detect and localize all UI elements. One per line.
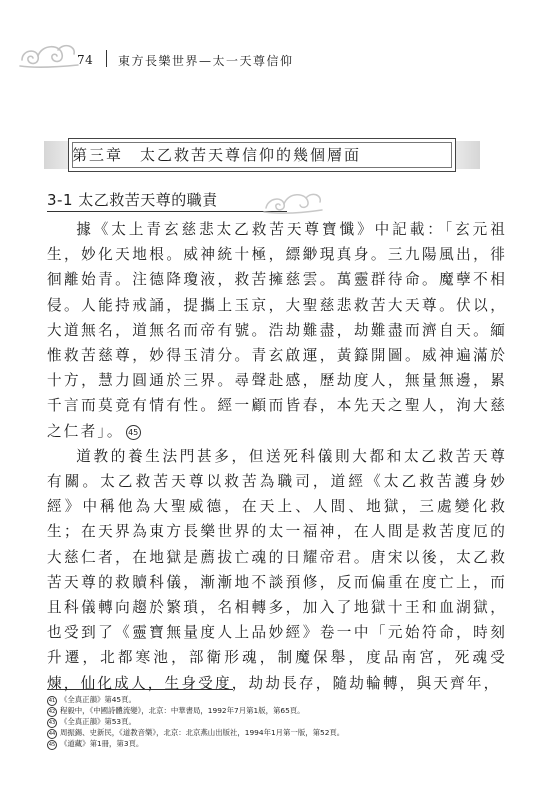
footnote-number: 44 (48, 731, 56, 737)
header-divider (106, 50, 107, 67)
footnote-number: 41 (48, 698, 56, 704)
section-underline (47, 211, 287, 212)
paragraph-text: 道教的養生法門甚多，但送死科儀則大都和太乙救苦天尊有關。太乙救苦天尊以救苦為職司，道經《太乙救苦護身妙經》中稱他為大聖威德，在天上、人間、地獄，三處變化救生；在天界為東方長樂世界的太一福神，在人間是救苦度厄的大慈仁者，在地獄是薦拔亡魂的日耀帝君。唐宋以後，太乙救苦天尊的救贖科儀，漸漸地不談預修，反而偏重在度亡上，而且科儀轉向趨於繁瑣，名相轉多，加入了地獄十王和血湖獄，也受到了《靈寶無量度人上品妙經》卷一中「元始符命，時刻升遷，北都寒池，部衛形魂，制魔保舉，度品南宮，死魂受煉，仙化成人，生身受度，劫劫長存，隨劫輪轉，與天齊年， (47, 447, 507, 692)
footnote (47, 728, 517, 739)
footnote-text: 《全真正韻》第53頁。 (60, 717, 136, 726)
footnote-text: 《全真正韻》第45頁。 (60, 695, 136, 704)
footnote (47, 717, 517, 728)
footnote-number: 42 (48, 709, 56, 715)
footnote-number: 43 (48, 720, 56, 726)
running-title: 東方長樂世界—太一天尊信仰 (118, 54, 294, 68)
cloud-ornament-icon (262, 188, 324, 218)
section-title: 3-1 太乙救苦天尊的職責 (47, 191, 218, 209)
footnotes (47, 695, 517, 750)
paragraph (47, 217, 507, 444)
footnote (47, 706, 517, 717)
footnote-number: 45 (48, 742, 56, 748)
footnote-ref[interactable]: 45 (126, 425, 141, 440)
footnote-text: 周振錫、史新民，《道教音樂》，北京：北京燕山出版社，1994年1月第一版，第52頁。 (60, 728, 345, 737)
page-number: 74 (77, 53, 94, 67)
footnote-text: 程毅中，《中國詩體流變》，北京：中華書局，1992年7月第1版，第65頁。 (60, 706, 305, 715)
footnote-rule (47, 689, 233, 690)
cloud-ornament-icon (18, 38, 80, 76)
body-text (47, 217, 507, 696)
chapter-title: 第三章 太乙救苦天尊信仰的幾個層面 (72, 146, 362, 164)
paragraph (47, 444, 507, 696)
footnote (47, 739, 517, 750)
footnote-text: 《道藏》第1冊，第3頁。 (60, 739, 144, 748)
page-header (0, 38, 559, 78)
paragraph-text: 據《太上青玄慈悲太乙救苦天尊寶懺》中記載：「玄元祖生，妙化天地根。威神統十極，縹緲現真身。三九陽風出，徘徊離始青。注德降瓊液，救苦擁慈雲。萬靈群待命。魔孽不相侵。人能持戒誦，提攜上玉京，大聖慈悲救苦大天尊。伏以，大道無名，道無名而帝有號。浩劫難盡，劫難盡而濟自天。緬惟救苦慈尊，妙得玉清分。青玄啟運，黃籙開圖。威神遍滿於十方，慧力圓通於三界。尋聲赴感，歷劫度人，無量無邊，累千言而莫竟有情有性。經一顧而皆春，本先天之聖人，洵大慈之仁者」。 (47, 221, 507, 440)
footnote (47, 695, 517, 706)
